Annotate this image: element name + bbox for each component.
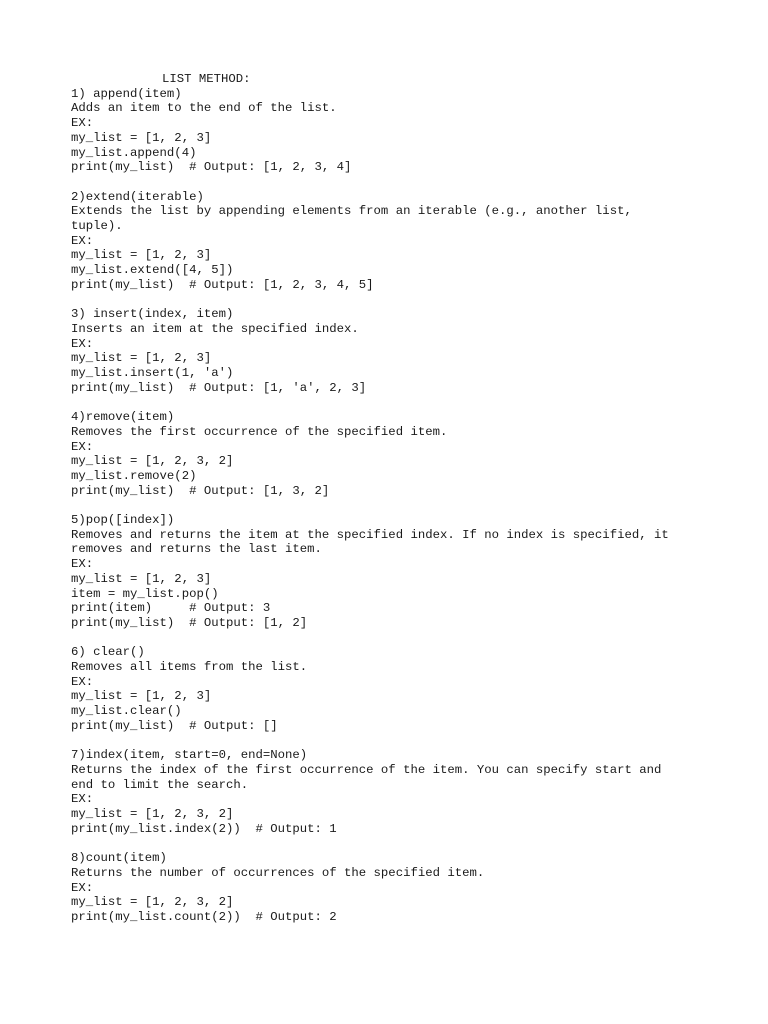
code-line: print(my_list.index(2)) # Output: 1 xyxy=(71,821,337,836)
code-line: print(my_list) # Output: [1, 'a', 2, 3] xyxy=(71,380,367,395)
code-line: print(my_list) # Output: [1, 2] xyxy=(71,615,308,630)
code-line: my_list = [1, 2, 3, 2] xyxy=(71,454,234,469)
method-description: Inserts an item at the specified index. xyxy=(71,321,359,336)
code-line: print(my_list) # Output: [] xyxy=(71,718,278,733)
example-label: EX: xyxy=(71,439,94,454)
example-label: EX: xyxy=(71,792,94,807)
method-description: Removes and returns the item at the specified index. If no index is specified, it removes and returns the last item. xyxy=(71,527,669,557)
code-line: print(my_list) # Output: [1, 3, 2] xyxy=(71,483,330,498)
code-line: my_list.append(4) xyxy=(71,145,197,160)
method-heading: 2)extend(iterable) xyxy=(71,189,204,204)
code-line: print(my_list) # Output: [1, 2, 3, 4] xyxy=(71,160,352,175)
code-line: my_list.insert(1, 'a') xyxy=(71,366,234,381)
code-line: my_list = [1, 2, 3] xyxy=(71,689,212,704)
method-description: Returns the number of occurrences of the specified item. xyxy=(71,865,485,880)
code-line: print(item) # Output: 3 xyxy=(71,601,271,616)
method-description: Adds an item to the end of the list. xyxy=(71,101,337,116)
method-heading: 8)count(item) xyxy=(71,851,167,866)
method-section-insert xyxy=(71,307,711,395)
example-label: EX: xyxy=(71,880,94,895)
method-section-append xyxy=(71,87,711,175)
method-section-extend xyxy=(71,190,711,293)
example-label: EX: xyxy=(71,674,94,689)
method-heading: 4)remove(item) xyxy=(71,410,175,425)
method-heading: 7)index(item, start=0, end=None) xyxy=(71,748,308,763)
method-section-remove xyxy=(71,410,711,498)
method-heading: 6) clear() xyxy=(71,645,145,660)
method-heading: 3) insert(index, item) xyxy=(71,307,234,322)
method-description: Extends the list by appending elements from an iterable (e.g., another list, tuple). xyxy=(71,204,632,234)
code-line: print(my_list) # Output: [1, 2, 3, 4, 5] xyxy=(71,277,374,292)
method-heading: 1) append(item) xyxy=(71,86,182,101)
method-section-pop xyxy=(71,513,711,631)
example-label: EX: xyxy=(71,116,94,131)
method-description: Removes the first occurrence of the specified item. xyxy=(71,424,448,439)
page-title: LIST METHOD: xyxy=(162,72,251,86)
example-label: EX: xyxy=(71,336,94,351)
code-line: item = my_list.pop() xyxy=(71,586,219,601)
example-label: EX: xyxy=(71,557,94,572)
code-line: my_list = [1, 2, 3] xyxy=(71,130,212,145)
code-line: my_list.remove(2) xyxy=(71,468,197,483)
code-line: my_list = [1, 2, 3] xyxy=(71,248,212,263)
method-heading: 5)pop([index]) xyxy=(71,513,175,528)
method-section-clear xyxy=(71,645,711,733)
code-line: my_list = [1, 2, 3] xyxy=(71,351,212,366)
code-line: my_list = [1, 2, 3, 2] xyxy=(71,895,234,910)
document-body xyxy=(71,72,711,939)
code-line: print(my_list.count(2)) # Output: 2 xyxy=(71,909,337,924)
code-line: my_list.extend([4, 5]) xyxy=(71,263,234,278)
example-label: EX: xyxy=(71,233,94,248)
code-line: my_list = [1, 2, 3, 2] xyxy=(71,807,234,822)
method-description: Removes all items from the list. xyxy=(71,660,308,675)
code-line: my_list = [1, 2, 3] xyxy=(71,571,212,586)
method-section-index xyxy=(71,748,711,836)
method-description: Returns the index of the first occurrence of the item. You can specify start and end to limit the search. xyxy=(71,762,662,792)
code-line: my_list.clear() xyxy=(71,704,182,719)
method-section-count xyxy=(71,851,711,925)
